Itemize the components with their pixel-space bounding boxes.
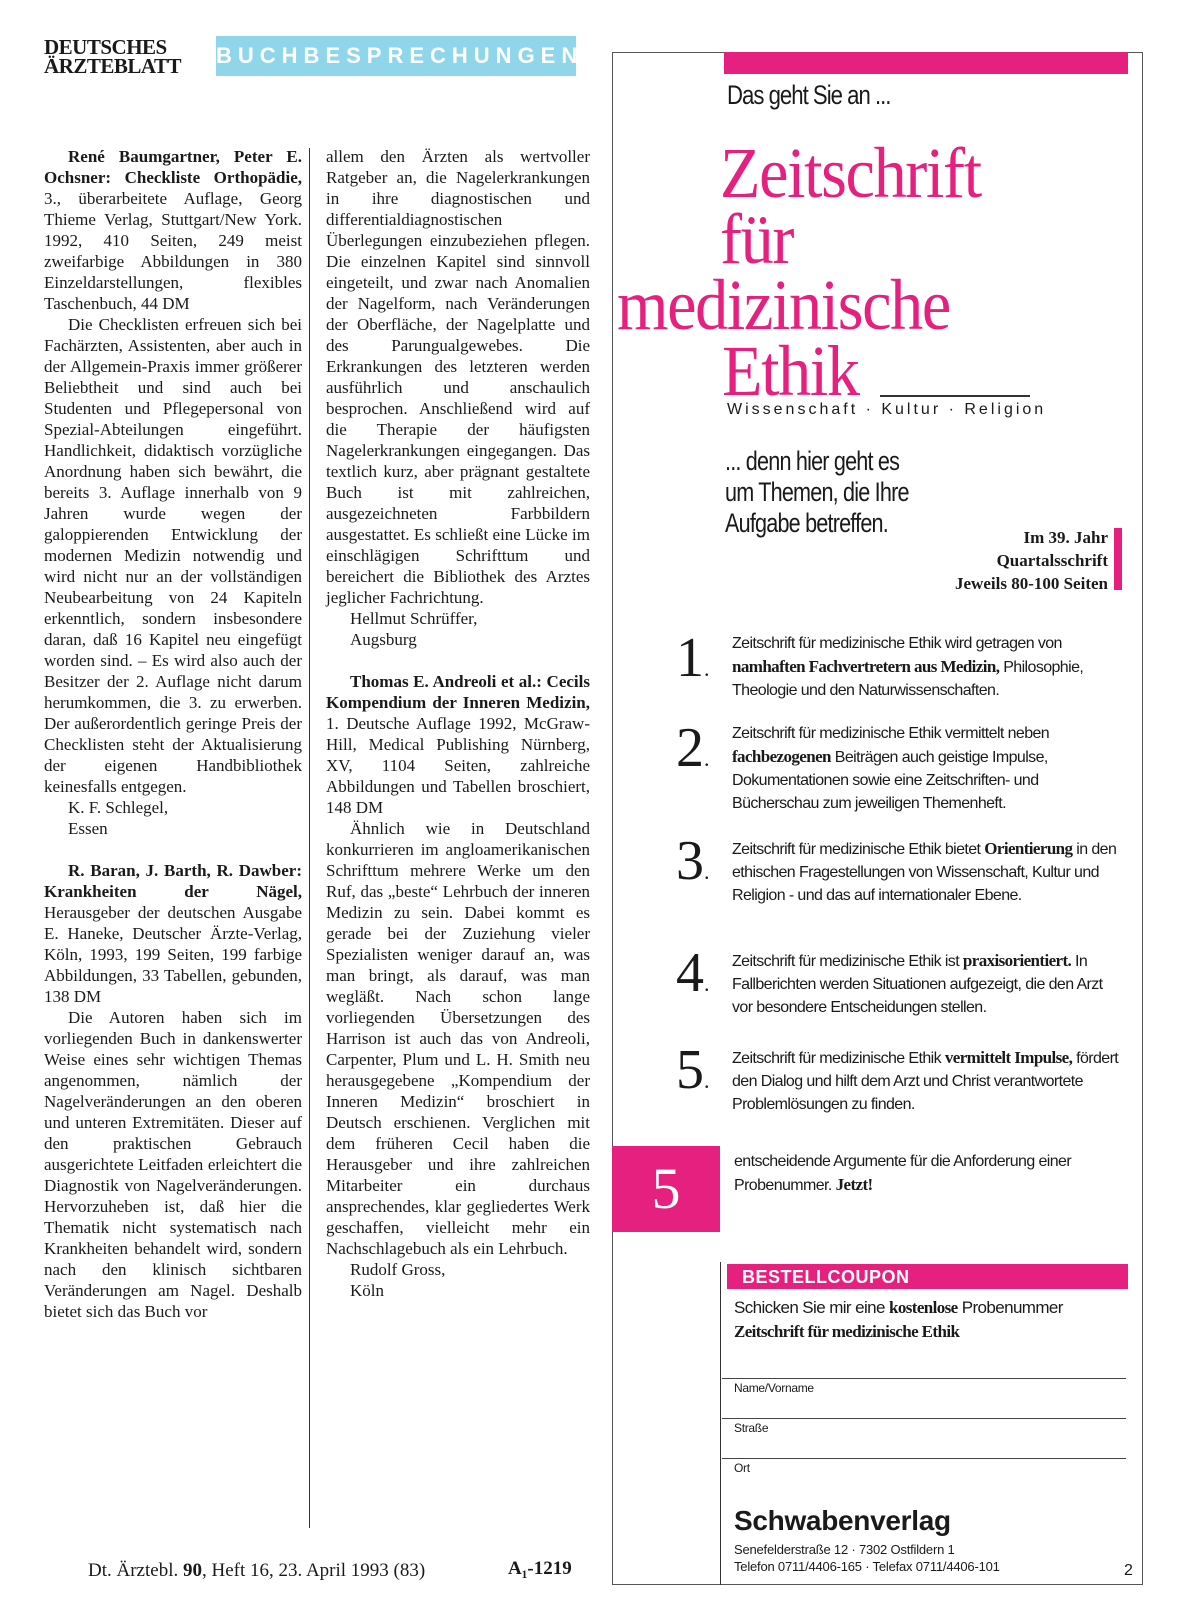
ad-title-line-3: medizinische: [617, 265, 950, 345]
ad-pitch-line-3: Aufgabe betreffen.: [725, 508, 888, 538]
argument-3-number: 3.: [676, 830, 710, 892]
five-arguments-text: entscheidende Argumente für die Anforderung einer Probenummer. Jetzt!: [734, 1153, 1072, 1194]
argument-2-text: Zeitschrift für medizinische Ethik vermittelt neben fachbezogenen Beiträgen auch geistige Impulse, Dokumentationen sowie eine Zeitschriften- und Bücherschau zum jeweiligen Themenheft.: [732, 725, 1050, 812]
review-3-meta: 1. Deutsche Auflage 1992, McGraw-Hill, Medical Publishing Nürnberg, XV, 1104 Seiten, zahlreiche Abbildungen und Tabellen broschiert, 148 DM: [326, 714, 590, 817]
ad-title-line-4: Ethik: [722, 331, 859, 411]
review-1-header: [44, 146, 302, 314]
coupon-cut-line: [720, 1262, 721, 1585]
page-number: 2: [1124, 1562, 1133, 1579]
five-arguments-box: 5: [612, 1146, 720, 1232]
footer-journal: Dt. Ärztebl.: [88, 1560, 183, 1581]
publisher-name: Schwabenverlag: [734, 1505, 951, 1536]
ad-top-bar: [724, 52, 1128, 74]
review-column-1: [44, 146, 302, 1322]
ad-fact-pages: Jeweils 80-100 Seiten: [955, 574, 1108, 593]
ad-tagline: Das geht Sie an ...: [727, 80, 891, 110]
section-banner: BUCHBESPRECHUNGEN: [216, 36, 576, 76]
publisher-street: Senefelderstraße 12 · 7302 Ostfildern 1: [734, 1542, 955, 1557]
masthead-logo: [44, 35, 181, 78]
review-1-city: Essen: [68, 819, 108, 838]
ad-title-line-1: Zeitschrift: [720, 133, 981, 213]
page-footer: [88, 1560, 425, 1582]
review-2-city: Augsburg: [350, 630, 417, 649]
review-1-signature: K. F. Schlegel,: [68, 798, 169, 817]
publisher-address: [734, 1541, 1000, 1575]
masthead-line-1: DEUTSCHES: [44, 35, 167, 59]
review-3-authors: Thomas E. Andreoli et al.: Cecils Kompendium der Inneren Medizin,: [326, 672, 590, 712]
footer-volume: 90: [182, 1560, 202, 1581]
footer-page-code: A₁-1219: [508, 1558, 572, 1579]
review-column-2: [326, 146, 590, 1301]
argument-2-number: 2.: [676, 717, 710, 779]
review-2-authors: R. Baran, J. Barth, R. Dawber: Krankheiten der Nägel,: [44, 861, 302, 901]
street-field-label[interactable]: Straße: [734, 1421, 769, 1435]
call-to-action: Jetzt!: [835, 1175, 873, 1194]
review-1-authors: René Baumgartner, Peter E. Ochsner: Checkliste Orthopädie,: [44, 147, 302, 187]
name-field-label[interactable]: Name/Vorname: [734, 1381, 814, 1395]
argument-4-text: Zeitschrift für medizinische Ethik ist praxisorientiert. In Fallberichten werden Situationen aufgezeigt, die den Arzt vor besondere Entscheidungen stellen.: [732, 951, 1103, 1016]
ad-pitch-line-1: ... denn hier geht es: [725, 446, 900, 476]
street-field-line: [722, 1418, 1126, 1419]
ad-subtitle: Wissenschaft · Kultur · Religion: [727, 401, 1047, 418]
review-2-signature: Hellmut Schrüffer,: [350, 609, 478, 628]
argument-1-number: 1.: [676, 627, 710, 689]
argument-1-text: Zeitschrift für medizinische Ethik wird getragen von namhaften Fachvertretern aus Medizin, Philosophie, Theologie und den Naturwissenschaften.: [732, 635, 1084, 699]
argument-5-number: 5.: [676, 1039, 710, 1101]
ad-title-line-2: für: [720, 199, 794, 279]
coupon-journal: Zeitschrift für medizinische Ethik: [734, 1322, 960, 1341]
review-3-signature: Rudolf Gross,: [350, 1260, 446, 1279]
ad-facts: [880, 526, 1108, 595]
ad-facts-bar: [1114, 528, 1122, 590]
review-3-body: Ähnlich wie in Deutschland konkurrieren im angloamerikanischen Schrifttum mehrere Werke um den Ruf, das „beste“ Lehrbuch der inneren Medizin zu sein. Dabei kommt es gerade bei der Zuziehung vieler Spezialisten weniger darauf an, was man bringt, als darauf, was man wegläßt. Nach schon lange vorliegenden Übersetzungen des Harrison ist auch das von Andreoli, Carpenter, Plum und L. H. Smith neu herausgegebene „Kompendium der Inneren Medizin“ broschiert in Deutsch erschienen. Verglichen mit dem früheren Cecil haben die Herausgeber und ihre zahlreichen Mitarbeiter ein durchaus ansprechendes, klar gegliedertes Werk geschaffen, vielleicht mehr ein Nachschlagebuch als ein Lehrbuch.: [326, 819, 590, 1258]
coupon-text: Schicken Sie mir eine kostenlose Probenummer Zeitschrift für medizinische Ethik: [734, 1298, 1063, 1341]
footer-issue: , Heft 16, 23. April 1993 (83): [201, 1560, 426, 1581]
review-3-city: Köln: [350, 1281, 384, 1300]
ad-title-rule: [880, 395, 1030, 397]
ad-fact-frequency: Quartalsschrift: [996, 551, 1108, 570]
review-1-meta: 3., überarbeitete Auflage, Georg Thieme Verlag, Stuttgart/New York. 1992, 410 Seiten, 249 meist zweifarbige Abbildungen in 380 Einzeldarstellungen, flexibles Taschenbuch, 44 DM: [44, 189, 302, 313]
review-2-header: [44, 860, 302, 1007]
argument-5-text: Zeitschrift für medizinische Ethik vermittelt Impulse, fördert den Dialog und hilft dem Arzt und Christ verantwortete Problemlösungen zu finden.: [732, 1048, 1119, 1113]
argument-3-text: Zeitschrift für medizinische Ethik bietet Orientierung in den ethischen Fragestellungen von Wissenschaft, Kultur und Religion - und das auf internationaler Ebene.: [732, 839, 1117, 904]
ad-fact-year: Im 39. Jahr: [1023, 528, 1108, 547]
argument-4-number: 4.: [676, 942, 710, 1004]
review-2-body: Die Autoren haben sich im vorliegenden Buch in dankenswerter Weise eines sehr wichtigen Themas angenommen, nämlich der Nagelveränderungen an den oberen und unteren Extremitäten. Dieser auf den praktischen Gebrauch ausgerichtete Leitfaden erleichtert die Diagnostik von Nagelveränderungen. Hervorzuheben ist, daß hier die Thematik nicht systematisch nach Krankheiten behandelt wird, sondern nach den klinisch sichtbaren Veränderungen am Nagel. Deshalb bietet sich das Buch vor: [44, 1008, 302, 1321]
review-2-meta: Herausgeber der deutschen Ausgabe E. Haneke, Deutscher Ärzte-Verlag, Köln, 1993, 199 Seiten, 199 farbige Abbildungen, 33 Tabellen, gebunden, 138 DM: [44, 903, 302, 1006]
coupon-title: BESTELLCOUPON: [742, 1267, 910, 1287]
publisher-phone: Telefon 0711/4406-165 · Telefax 0711/4406-101: [734, 1559, 1000, 1574]
masthead-line-2: ÄRZTEBLATT: [44, 54, 181, 78]
city-field-label[interactable]: Ort: [734, 1461, 750, 1475]
ad-pitch-line-2: um Themen, die Ihre: [725, 477, 909, 507]
review-3-header: [326, 671, 590, 818]
city-field-line: [722, 1458, 1126, 1459]
review-1-body: Die Checklisten erfreuen sich bei Fachärzten, Assistenten, aber auch in der Allgemein-Praxis immer größerer Beliebtheit und sind auch bei Studenten und Pflegepersonal von Spezial-Abteilungen eingeführt. Handlichkeit, didaktisch vorzügliche Anordnung haben sich bewährt, die bereits 3. Auflage innerhalb von 9 Jahren wurde wegen der galoppierenden Entwicklung der modernen Medizin notwendig und wird nicht nur an der vollständigen Neubearbeitung von 24 Kapiteln erkenntlich, sondern insbesondere daran, daß 16 Kapitel neu eingefügt worden sind. – Es wird also auch der Besitzer der 2. Auflage nicht darum herumkommen, die 3. zu erwerben. Der außerordentlich geringe Preis der Checklisten steht der Aktualisierung der eigenen Handbibliothek keinesfalls entgegen.: [44, 315, 302, 796]
name-field-line: [722, 1378, 1126, 1379]
column-rule: [309, 148, 310, 1528]
review-2-body-continued: allem den Ärzten als wertvoller Ratgeber an, die Nagelerkrankungen in ihre diagnostischen und differentialdiagnostischen Überlegungen einzubeziehen pflegen. Die einzelnen Kapitel sind sinnvoll eingeteilt, und zwar nach Anomalien der Nagelform, nach Veränderungen der Oberfläche, der Nagelplatte und des Parungualgewebes. Die Erkrankungen des letzteren werden ausführlich und anschaulich besprochen. Anschließend wird auf die Therapie der häufigsten Nagelerkrankungen eingegangen. Das textlich kurz, aber prägnant gestaltete Buch ist mit zahlreichen, ausgezeichneten Farbbildern ausgestattet. Es schließt eine Lücke im einschlägigen Schrifttum und bereichert die Bibliothek des Arztes jeglicher Fachrichtung.: [326, 147, 590, 607]
